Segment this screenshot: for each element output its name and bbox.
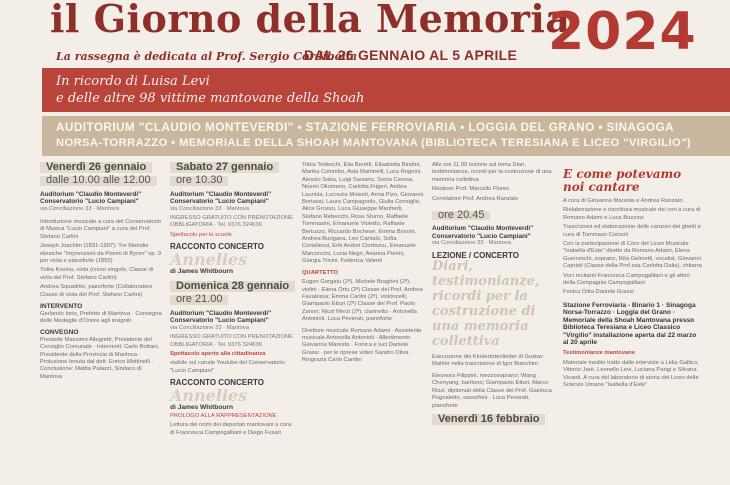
credits: Con la partecipazione di Coro del Liceo Musicale "Isabella d'Este" diretto da Romano Adami, Elena Guerreschi, soprano, Rita Gelmetti, vocalist, Giovanni Caprioli (Classe della Prof.ssa Carlotta Dalia), chitarra [563,241,702,270]
quartet-members: Eugen Gorgatu (2ª), Michele Braghini (2ª), violini · Elena Ortu (2ª) Classe del Prof. Andrea Favalessa; Emma Carlini (2ª), violoncelli; Giampaolo Etturi (2ª) Classe del Prof. Paolo Zanon; Nicol Merzi (2ª), clarinetto · Antonella Antonioli, Luca Peverati, pianoforte [302,279,423,323]
event-type: LEZIONE / CONCERTO [432,250,519,260]
venue-address: via Conciliazione 33 · Mantova [40,205,119,212]
show-author: di James Whitbourn [170,267,234,275]
section-heading: QUARTETTO [302,269,338,276]
day-heading: Domenica 28 gennaio [170,281,295,292]
lecture-title: Diari, testimonianze, ricordi per la costruzione di una memoria collettiva [432,259,540,350]
performer-text: Yuliia Kovina, viola (corso singolo, Classe di viola del Prof. Stefano Carlini) [40,267,154,281]
time-badge: ore 20.45 [432,211,490,220]
memorial-line-1: In ricordo di Luisa Levi [56,74,210,89]
venue-subname: Conservatorio "Lucio Campiani" [170,198,269,206]
section-text: Presiede Massimo Allegretti, Presidente del Consiglio Comunale · Interventi: Carlo Bottani, Presidente della Provincia di Mantova · Prolusione tenuta dal dott. Enrico Mottinelli · Conclusione: Mattia Palazzi, Sindaco di Mantova [40,336,160,380]
credits: Trascrizioni ed elaborazione delle canzoni dei ghetti e cura di Tommaso Consoli [563,224,701,238]
column-saturday-sunday [170,162,294,439]
show-author: di James Whitbourn [170,403,234,411]
section-text: Gerlando Iorio, Prefetto di Mantova · Consegna delle Medaglie d'Onore agli insigniti [40,310,162,324]
venue-name: Auditorium "Claudio Monteverdi" [170,190,272,198]
performer-text: Eleonora Filippini, mezzosoprano; Wang Chenyang, baritono; Giampaolo Etturi, Marco Rizzi, diplomati della Classe del Prof. Gianluca Pugnaletto, sassofoni · Luca Peverati, pianoforte [432,372,552,409]
venue-address: via Conciliazione 33 · Mantova [432,240,511,247]
credits: Fonica Ditta Daniele Grassi [563,289,634,296]
column-show [563,168,703,391]
time-badge: dalle 10.00 alle 12.00 [40,176,157,185]
show-title: Annelies [170,385,248,405]
header [0,0,730,72]
venues-line-1: AUDITORIUM "CLAUDIO MONTEVERDI" • STAZIONE FERROVIARIA • LOGGIA DEL GRANO • SINAGOGA [56,120,674,134]
memorial-banner [42,68,730,112]
speaker: Relatore Prof. Marcello Flores [432,186,509,193]
booking-info: INGRESSO GRATUITO CON PRENOTAZIONE OBBLIGATORIA · Tel. 0376 324636 [170,215,294,229]
venue-subname: Conservatorio "Lucio Campiani" [170,317,269,325]
cast-list: Tobia Tedeschi, Elia Beretti, Elisabetta Bindini, Marika Colombo, Asia Martinelli, Luca Rognini, Alessio Saba, Luigi Saviano, Sonia Ceresa, Noemi Oliomeno, Carlotta Frigeri, Ambra Lauriola, Lucrezia Molesti, Anna Pizo, Giovanni Bertassi, Laura Campagnolo, Giulia Consiglio, Alice Grosso, Luca Giuseppe Manfredi, Stefano Rebecchi, Rosa Sturno, Raffaele Tommasini, Emanuele Violetto, Raffaele Bertuzzo, Riccardo Bochese, Emma Bosoni, Andrea Burigana, Leo Cantalù, Sofia Cortellessi, Erik Andrei Ciortescu, Emanuele Marconcini, Lucia Negri, Arianna Pierini, Giorgia Trivini, Federica Valenti [302,162,424,265]
column-cast [302,162,424,367]
time-badge: ore 21.00 [170,295,228,304]
time-badge: ore 10.30 [170,176,228,185]
venue-subname: Conservatorio "Lucio Campiani" [432,232,531,240]
program-text: Esecuzione dei Kindertotenlieder di Gustav Mahler nella trascrizione di Igor Bianchini [432,354,543,368]
date-range: DAL 26 GENNAIO AL 5 APRILE [304,47,518,63]
event-type: RACCONTO CONCERTO [170,378,264,388]
stream-note: visibile sul canale Youtube del Conservatorio "Lucio Campiani" [170,360,285,374]
page-title: il Giorno della Memoria [50,0,571,41]
venue-subname: Conservatorio "Lucio Campiani" [40,198,139,206]
show-title: Annelies [170,249,248,269]
dedication: La rassegna è dedicata al Prof. Sergio Cordibella [56,50,358,63]
audience-note: Spettacolo per le scuole [170,231,232,238]
credits: Rielaborazione e riscrittura musicale dei cori a cura di Romano Adami e Luca Buzzavi [563,207,701,221]
day-heading: Venerdì 26 gennaio [40,162,152,173]
day-heading: Venerdì 16 febbraio [432,414,545,425]
program-text: Joseph Joachim (1831-1907): Tre Melodie ebraiche "Impressioni da Poemi di Byron" op. 9 per viola e pianoforte (1855) [40,243,162,265]
column-lecture [432,162,556,425]
section-text: Lettura dei nomi dei deportati mantovani a cura di Francesca Campogalliani e Diego Fusari [170,422,292,436]
credits: A cura di Giovanna Maresta e Andrea Ranzato [563,198,683,204]
event-type: RACCONTO CONCERTO [170,242,264,252]
venues-banner [42,116,730,156]
day-heading: Sabato 27 gennaio [170,162,279,173]
section-heading: CONVEGNO [40,329,79,337]
section-text: Materiale inedito tratto dalle interviste a Lidia Gallico, Vittorio Jarè, Leonello Levi, Luciana Parigi e Silvana Vivanti. A cura del laboratorio di storia del Liceo delle Scienze Umane "Isabella d'Este" [563,359,699,388]
production-credits: Direttore musicale Romano Adami · Assistente musicale Antonella Antonioli · Allestimento Giovanna Maresta · Fonica e luci Daniele Grassi · per le riprese video Sandro Oliva · Ringrazia Carlo Cantini [302,327,422,364]
venue-address: via Conciliazione 33 · Mantova [170,205,249,212]
section-heading: INTERVENTO [40,303,83,311]
section-heading: PROLOGO ALLA RAPPRESENTAZIONE [170,412,277,419]
year: 2024 [548,2,697,62]
section-heading: Testimonianze mantovane [563,350,636,357]
booking-info: INGRESSO GRATUITO CON PRENOTAZIONE OBBLIGATORIA · Tel. 0376 324636 [170,334,294,348]
venue-address: via Conciliazione 33 · Mantova [170,324,249,331]
memorial-line-2: e delle altre 98 vittime mantovane della Shoah [56,91,365,106]
lecture-intro: Alle ore 11.00 lezione sul tema Diari, testimonianze, ricordi per la costruzione di una memoria collettiva [432,162,552,183]
column-friday [40,162,164,383]
venue-name: Auditorium "Claudio Monteverdi" [40,190,142,198]
locations: Stazione Ferroviaria - Binario 1 · Sinagoga Norsa-Torrazzo · Loggia del Grano · Memoriale della Shoah Mantovana presso Biblioteca Teresiana e Liceo Classico "Virgilio" installazione aperta dal 22 marzo al 20 aprile [563,301,697,346]
performer-text: Andrea Squadrito, pianoforte (Collaboratore Classe di viola del Prof. Stefano Carlini) [40,284,153,298]
show-title: E come potevamo noi cantare [563,167,682,194]
audience-note: Spettacolo aperto alla cittadinanza [170,350,266,357]
speaker: Correlatore Prof. Andrea Ranzato [432,195,519,202]
intro-text: Introduzione musicale a cura del Conservatorio di Musica "Lucio Campiani" a cura del Prof. Stefano Carlini [40,219,162,240]
venues-line-2: NORSA-TORRAZZO • MEMORIALE DELLA SHOAH MANTOVANA (BIBLIOTECA TERESIANA E LICEO "VIRGILIO") [56,137,691,149]
credits: Voci recitanti Francesca Campogalliani e gli attori della Compagnia Campogalliani [563,272,690,287]
venue-name: Auditorium "Claudio Monteverdi" [432,225,534,233]
venue-name: Auditorium "Claudio Monteverdi" [170,309,272,317]
